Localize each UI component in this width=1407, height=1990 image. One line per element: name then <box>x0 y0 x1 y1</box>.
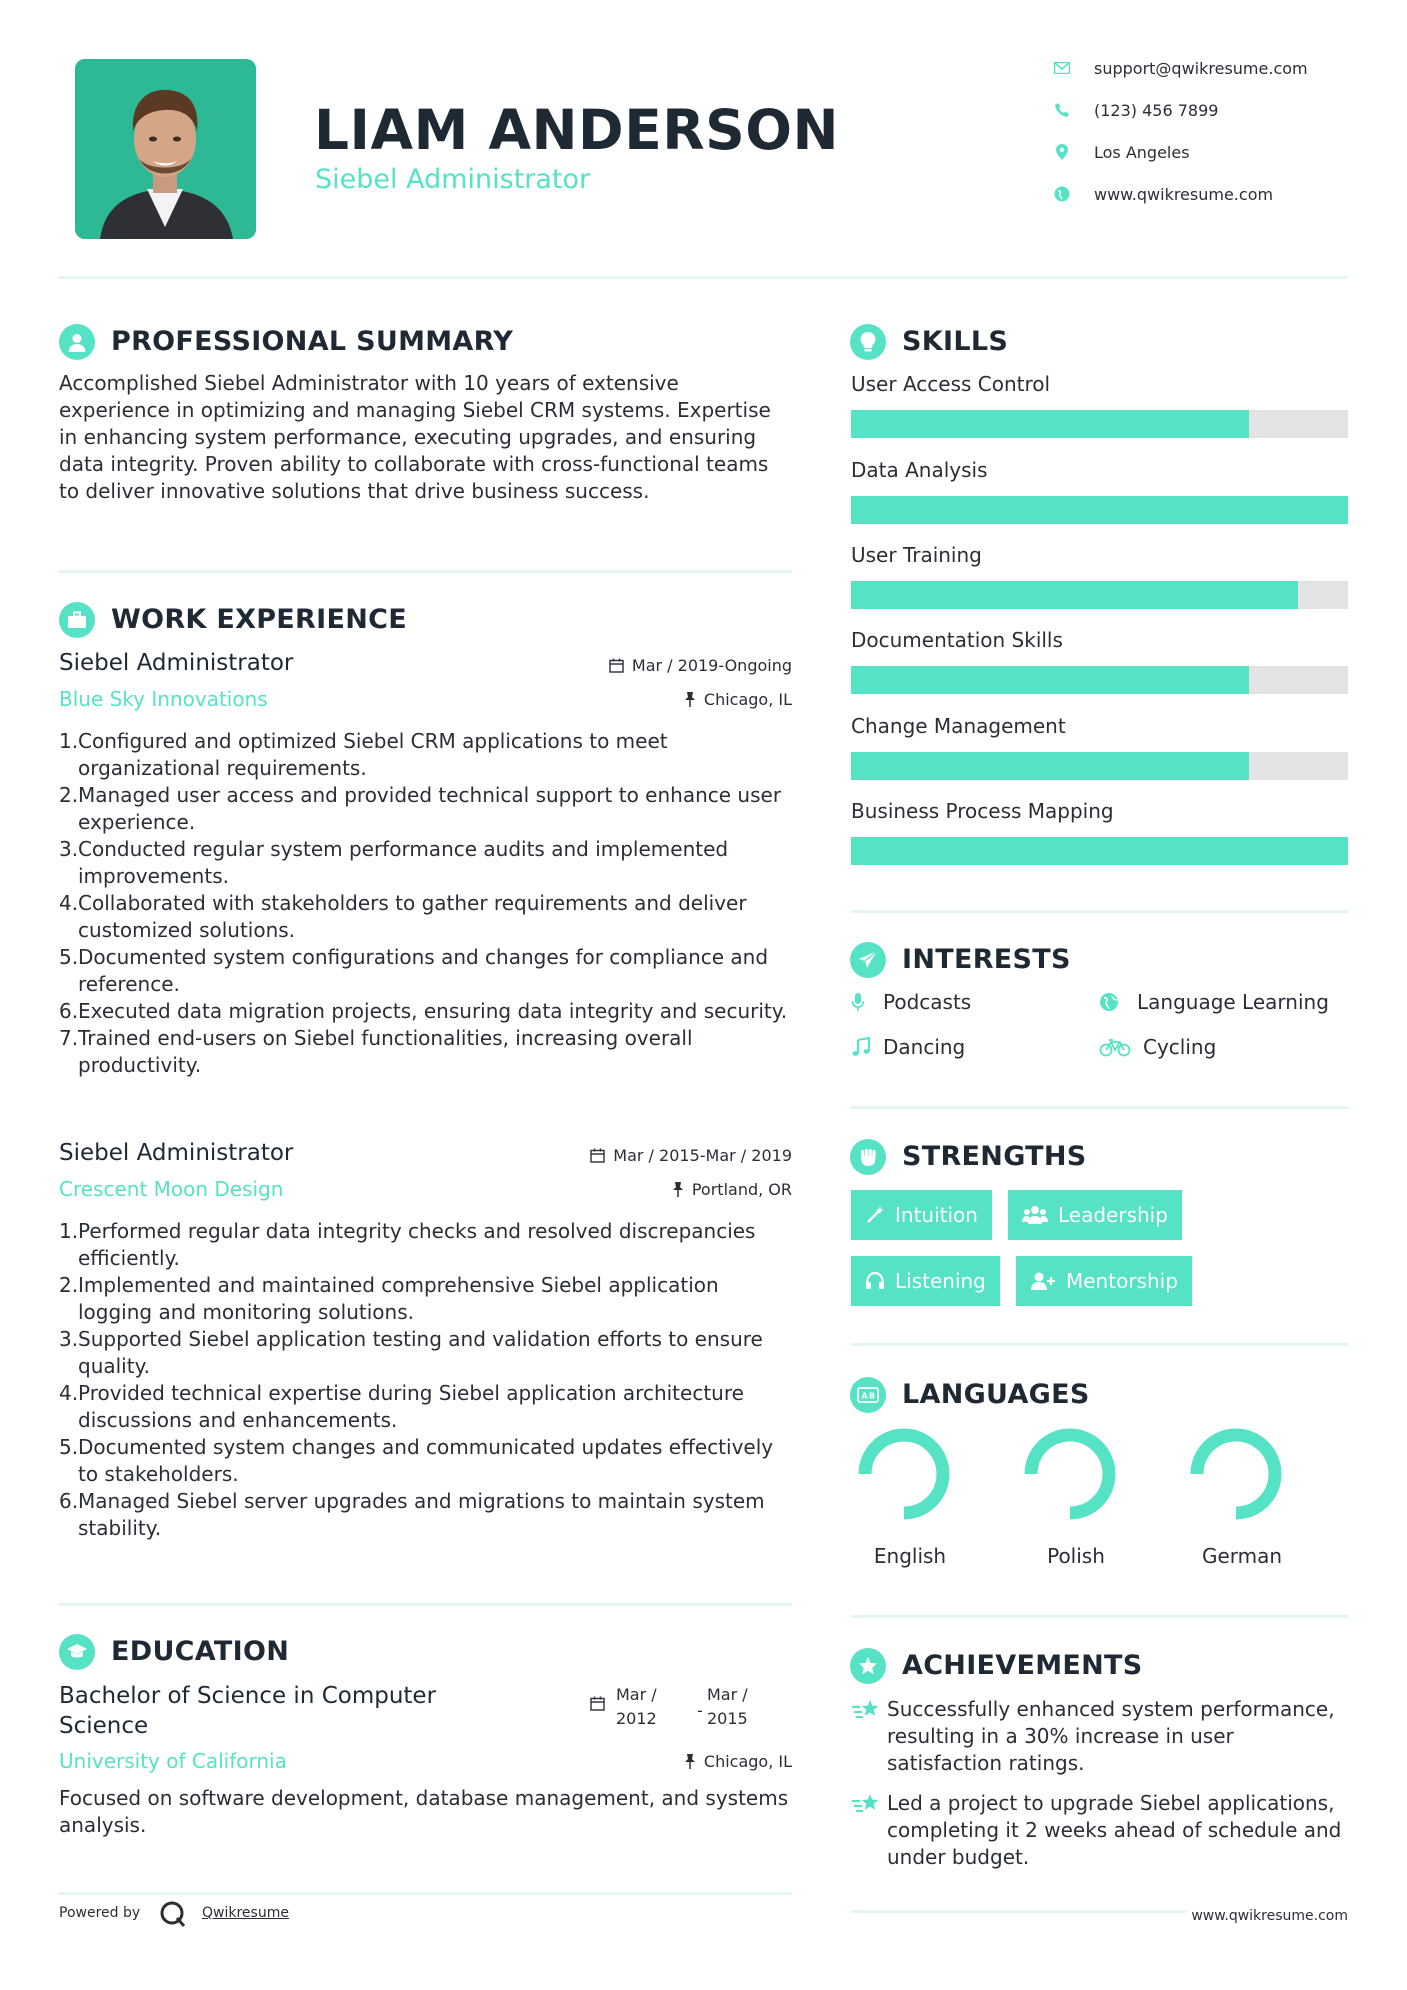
user-plus-icon <box>1030 1271 1056 1291</box>
job-company: Crescent Moon Design <box>59 1177 284 1201</box>
pushpin-icon <box>684 692 696 707</box>
user-icon <box>59 324 95 360</box>
contact-location-text: Los Angeles <box>1094 142 1190 162</box>
skill-label: Business Process Mapping <box>851 799 1114 823</box>
list-item: 6. Executed data migration projects, ensuring data integrity and security. <box>59 999 788 1023</box>
candidate-title: Siebel Administrator <box>315 164 591 195</box>
contact-email-text: support@qwikresume.com <box>1094 58 1308 78</box>
skill-bar <box>851 837 1348 865</box>
contact-location <box>1052 142 1190 162</box>
language-gauge <box>1016 1426 1136 1526</box>
phone-icon <box>1052 100 1072 120</box>
powered-by-label: Powered by <box>59 1905 141 1921</box>
list-item: 1. Performed regular data integrity checks and resolved discrepancies efficiently. <box>59 1219 756 1270</box>
list-item: 5. Documented system changes and communicated updates effectively to stakeholders. <box>59 1435 774 1486</box>
skill-bar-fill <box>851 666 1249 694</box>
interest-item: Cycling <box>1099 1035 1216 1059</box>
interest-item: Language Learning <box>1099 990 1329 1014</box>
edu-start-month: Mar / <box>616 1685 657 1704</box>
list-item: 7. Trained end-users on Siebel functionalities, increasing overall productivity. <box>59 1026 693 1077</box>
job-duties-list <box>59 728 792 1079</box>
job-role: Siebel Administrator <box>59 650 294 676</box>
skills-divider <box>851 910 1348 913</box>
graduation-cap-icon <box>59 1634 95 1670</box>
shooting-star-icon <box>851 1790 887 1871</box>
contact-website-text: www.qwikresume.com <box>1094 184 1274 204</box>
list-item: 4. Collaborated with stakeholders to gather requirements and deliver customized solutions. <box>59 891 747 942</box>
contact-phone[interactable] <box>1052 100 1218 120</box>
skill-bar-fill <box>851 837 1348 865</box>
skill-label: Change Management <box>851 714 1066 738</box>
interest-item: Dancing <box>851 1035 965 1059</box>
skill-bar <box>851 752 1348 780</box>
users-icon <box>1022 1205 1048 1225</box>
section-title-languages: LANGUAGES <box>902 1379 1090 1410</box>
section-title-interests: INTERESTS <box>902 944 1071 975</box>
interests-divider <box>851 1106 1348 1109</box>
skill-bar <box>851 410 1348 438</box>
section-title-achievements: ACHIEVEMENTS <box>902 1650 1143 1681</box>
pushpin-icon <box>672 1182 684 1197</box>
strength-tag: Leadership <box>1008 1190 1182 1240</box>
job-location: Chicago, IL <box>560 690 792 709</box>
job-dates: Mar / 2019-Ongoing <box>560 656 792 675</box>
footer-website[interactable]: www.qwikresume.com <box>1187 1908 1348 1924</box>
avatar <box>75 59 256 239</box>
contact-phone-text: (123) 456 7899 <box>1094 100 1219 120</box>
header-divider <box>59 276 1348 279</box>
skill-label: Documentation Skills <box>851 628 1063 652</box>
education-divider <box>59 1892 792 1895</box>
school-name: University of California <box>59 1749 287 1773</box>
language-label: German <box>1201 1544 1283 1568</box>
section-title-education: EDUCATION <box>111 1636 290 1667</box>
globe-icon <box>1099 990 1123 1014</box>
skill-bar <box>851 496 1348 524</box>
section-title-summary: PROFESSIONAL SUMMARY <box>111 326 514 357</box>
job-dates: Mar / 2015-Mar / 2019 <box>540 1146 792 1165</box>
list-item: 2. Implemented and maintained comprehensive Siebel application logging and monitoring solutions. <box>59 1273 719 1324</box>
job-duties-list <box>59 1218 792 1542</box>
achievement-item <box>851 1790 1348 1871</box>
headphones-icon <box>865 1271 885 1291</box>
shooting-star-icon <box>851 1696 887 1777</box>
magic-wand-icon <box>865 1205 885 1225</box>
languages-divider <box>851 1615 1348 1618</box>
qwikresume-link[interactable]: Qwikresume <box>202 1905 289 1921</box>
fist-icon <box>850 1139 886 1175</box>
language-label: Polish <box>1047 1544 1105 1568</box>
degree-title: Bachelor of Science in Computer Science <box>59 1683 437 1739</box>
skill-label: Data Analysis <box>851 458 988 482</box>
achievement-text: Successfully enhanced system performance, resulting in a 30% increase in user satisfaction ratings. <box>887 1697 1335 1775</box>
contact-website[interactable] <box>1052 184 1273 204</box>
bicycle-icon <box>1099 1035 1131 1059</box>
contact-email[interactable] <box>1052 58 1308 78</box>
lightbulb-icon <box>850 324 886 360</box>
svg-text:B: B <box>869 1391 876 1401</box>
section-title-strengths: STRENGTHS <box>902 1141 1087 1172</box>
globe-icon <box>1052 184 1072 204</box>
language-gauge <box>850 1426 970 1526</box>
edu-start-year: 2012 <box>616 1709 657 1728</box>
calendar-icon <box>609 658 624 673</box>
achievement-item <box>851 1696 1348 1777</box>
list-item: 6. Managed Siebel server upgrades and migrations to maintain system stability. <box>59 1489 765 1540</box>
paper-plane-icon <box>850 942 886 978</box>
music-note-icon <box>851 1035 875 1059</box>
interest-item: Podcasts <box>851 990 971 1014</box>
svg-text:A: A <box>861 1391 868 1401</box>
microphone-icon <box>851 990 875 1014</box>
skill-bar-fill <box>851 581 1298 609</box>
id-card-icon <box>850 1377 886 1413</box>
calendar-icon <box>590 1696 605 1715</box>
pushpin-icon <box>684 1754 696 1769</box>
skill-bar-fill <box>851 496 1348 524</box>
skill-bar-fill <box>851 410 1249 438</box>
job-company: Blue Sky Innovations <box>59 687 268 711</box>
qwikresume-logo-icon <box>158 1899 188 1933</box>
achievement-text: Led a project to upgrade Siebel applications, completing it 2 weeks ahead of schedule and under budget. <box>887 1791 1342 1869</box>
strengths-divider <box>851 1343 1348 1346</box>
calendar-icon <box>590 1148 605 1163</box>
section-title-work: WORK EXPERIENCE <box>111 604 407 635</box>
strength-tag: Intuition <box>851 1190 992 1240</box>
skill-bar-fill <box>851 752 1249 780</box>
skill-label: User Training <box>851 543 982 567</box>
list-item: 2. Managed user access and provided technical support to enhance user experience. <box>59 783 782 834</box>
edu-date-separator: - <box>697 1701 703 1720</box>
edu-end-month: Mar / <box>707 1685 748 1704</box>
skill-bar <box>851 581 1348 609</box>
skill-bar <box>851 666 1348 694</box>
language-label: English <box>873 1544 947 1568</box>
education-description: Focused on software development, database management, and systems analysis. <box>59 1786 789 1837</box>
strength-tag: Mentorship <box>1016 1256 1192 1306</box>
skill-label: User Access Control <box>851 372 1051 396</box>
list-item: 4. Provided technical expertise during Siebel application architecture discussions and enhancements. <box>59 1381 744 1432</box>
summary-divider <box>59 570 792 573</box>
briefcase-icon <box>59 602 95 638</box>
list-item: 3. Conducted regular system performance audits and implemented improvements. <box>59 837 729 888</box>
work-divider <box>59 1603 792 1606</box>
list-item: 1. Configured and optimized Siebel CRM applications to meet organizational requirements. <box>59 729 668 780</box>
language-gauge <box>1182 1426 1302 1526</box>
job-role: Siebel Administrator <box>59 1140 294 1166</box>
strength-tag: Listening <box>851 1256 1000 1306</box>
section-title-skills: SKILLS <box>902 326 1009 357</box>
edu-location: Chicago, IL <box>560 1752 792 1771</box>
envelope-icon <box>1052 58 1072 78</box>
list-item: 5. Documented system configurations and changes for compliance and reference. <box>59 945 769 996</box>
job-location: Portland, OR <box>560 1180 792 1199</box>
star-badge-icon <box>850 1648 886 1684</box>
map-pin-icon <box>1052 142 1072 162</box>
summary-text: Accomplished Siebel Administrator with 10 years of extensive experience in optimizing and managing Siebel CRM systems. Expertise in enhancing system performance, executing upgrades, and ensuring data integrity. Proven ability to collaborate with cross-functional teams to deliver innovative solutions that drive business success. <box>59 371 771 503</box>
candidate-name: LIAM ANDERSON <box>314 98 840 162</box>
edu-end-year: 2015 <box>707 1709 748 1728</box>
profile-photo <box>75 59 256 239</box>
list-item: 3. Supported Siebel application testing and validation efforts to ensure quality. <box>59 1327 763 1378</box>
